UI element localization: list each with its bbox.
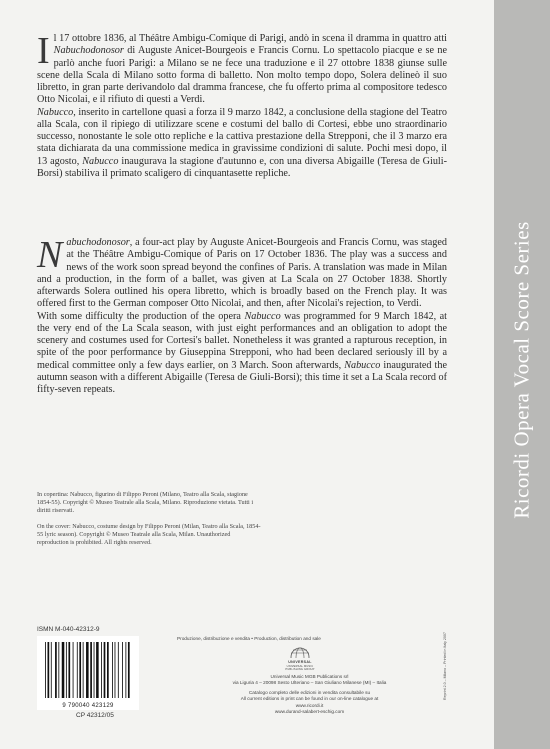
title-nabuchodonosor: abuchodonosor: [66, 237, 130, 248]
english-dropcap: N: [37, 234, 63, 276]
italian-paragraph-2: Nabucco, inserito in cartellone quasi a forza il 9 marzo 1842, a conclusione della stagione del Teatro alla Scala, con il ripiego di utilizzare scene e costumi del ballo di Cortesi, ebbe uno straordinario successo, nonostante le sole otto repliche e la cattiva prestazione della Strepponi, che il 3 marzo era stata dichiarata da una commissione medica in gravissime condizioni di salute. Pochi mesi dopo, il 13 agosto, Nabucco inaugurava la stagione d'autunno e, con una diversa Abigaille (Teresa de Giuli-Borsi) stabiliva il primato scaligero di cinquantasette repliche.: [37, 106, 447, 179]
website-durand[interactable]: www.durand-salabert-eschig.com: [274, 709, 345, 715]
italian-text: [37, 30, 447, 180]
italian-dropcap: I: [37, 30, 50, 72]
catalogue-number: CP 42312/05: [76, 712, 114, 719]
english-paragraph-1: Nabuchodonosor, a four-act play by Auguste Anicet-Bourgeois and Francis Cornu, was staged at the Théâtre Ambigu-Comique of Paris on 17 October 1836. The play was a success and news of the work soon spread beyond the confines of Paris. A translation was made in Milan and a production, in the form of a ballet, was given at La Scala on 27 October 1838. Shortly afterwards Solera outlined his opera libretto, which is broadly based on the French play. It was offered first to the German composer Otto Nicolai, and then, after Nicolai's rejection, to Verdi.: [37, 234, 447, 310]
logo-subtitle-1: UNIVERSAL MUSIC: [286, 664, 314, 668]
website-ricordi[interactable]: www.ricordi.it: [295, 702, 324, 708]
title-nabucco: Nabucco: [244, 310, 281, 322]
logo-subtitle-2: PUBLISHING GROUP: [285, 667, 315, 671]
universal-logo: [278, 646, 322, 670]
caption-italian: In copertina: Nabucco, figurino di Filippo Peroni (Milano, Teatro alla Scala, stagione 1854-55). Copyright © Museo Teatrale alla Scala, Milano. Riproduzione vietata. Tutti i diritti riservati.: [37, 491, 254, 514]
publisher-details: [177, 674, 442, 715]
spine: [494, 0, 550, 749]
italian-paragraph-1: Il 17 ottobre 1836, al Théâtre Ambigu-Comique di Parigi, andò in scena il dramma in quattro atti Nabuchodonosor di Auguste Anicet-Bourgeois e Francis Cornu. Lo spettacolo piacque e se ne parlò anche fuori Parigi: a Milano se ne fece una traduzione e il 27 ottobre 1838 giunse sulle scene della Scala di Milano sotto forma di balletto. Non molto tempo dopo, Solera delineò il suo libretto, in gran parte derivandolo dal dramma francese, che fu offerto prima al compositore tedesco Otto Nicolai, e il rifiuto di questi a Verdi.: [37, 30, 447, 106]
catalogue-note-en: All current editions in print can be found in our on-line catalogue at: [240, 696, 379, 702]
logo-wordmark: UNIVERSAL: [288, 660, 312, 665]
barcode-bars: [37, 636, 139, 702]
ismn-code: ISMN M-040-42312-9: [37, 626, 100, 633]
publisher-address: via Liguria 4 – 20098 Sesto Ulteriano – San Giuliano Milanese (MI) – Italia: [232, 680, 387, 686]
globe-icon: [290, 646, 310, 658]
barcode-digits: 9 790040 423129: [62, 703, 114, 709]
english-paragraph-2: With some difficulty the production of the opera Nabucco was programmed for 9 March 1842, at the very end of the La Scala season, with just eight performances and an obligation to adopt the scenery and costumes used for Cortesi's ballet. Nonetheless it was granted a rapturous reception, in spite of the poor performance by Giuseppina Strepponi, who had been declared seriously ill by a medical committee only a few days earlier, on 3 March. Soon afterwards, Nabucco inaugurated the autumn season with a different Abigaille (Teresa de Giuli-Borsi); this time it set a La Scala record of fifty-seven repeats.: [37, 310, 447, 395]
barcode: [37, 636, 139, 710]
english-text: [37, 234, 447, 396]
caption-english: On the cover: Nabucco, costume design by Filippo Peroni (Milan, Teatro alla Scala, 1854-55 lyric season). Copyright © Museo Teatrale alla Scala, Milan. Unauthorized reproduction is prohibited. All rights reserved.: [37, 523, 261, 546]
production-line: Produzione, distribuzione e vendita • Production, distribution and sale: [177, 636, 321, 641]
catalogue-note-it: Catalogo completo delle edizioni in vendita consultabile su: [248, 689, 371, 695]
cover-captions: [37, 491, 262, 555]
printed-note: Reprint 2.0 – Milano – Printed in Italy 2007: [443, 632, 447, 700]
series-title: Ricordi Opera Vocal Score Series: [509, 221, 534, 519]
title-nabucco: Nabucco: [344, 359, 381, 371]
publisher-name: Universal Music MGB Publications srl: [270, 674, 349, 679]
title-nabucco: Nabucco: [82, 155, 119, 167]
title-nabuchodonosor: Nabuchodonosor: [53, 45, 124, 57]
title-nabucco: Nabucco: [37, 106, 74, 118]
